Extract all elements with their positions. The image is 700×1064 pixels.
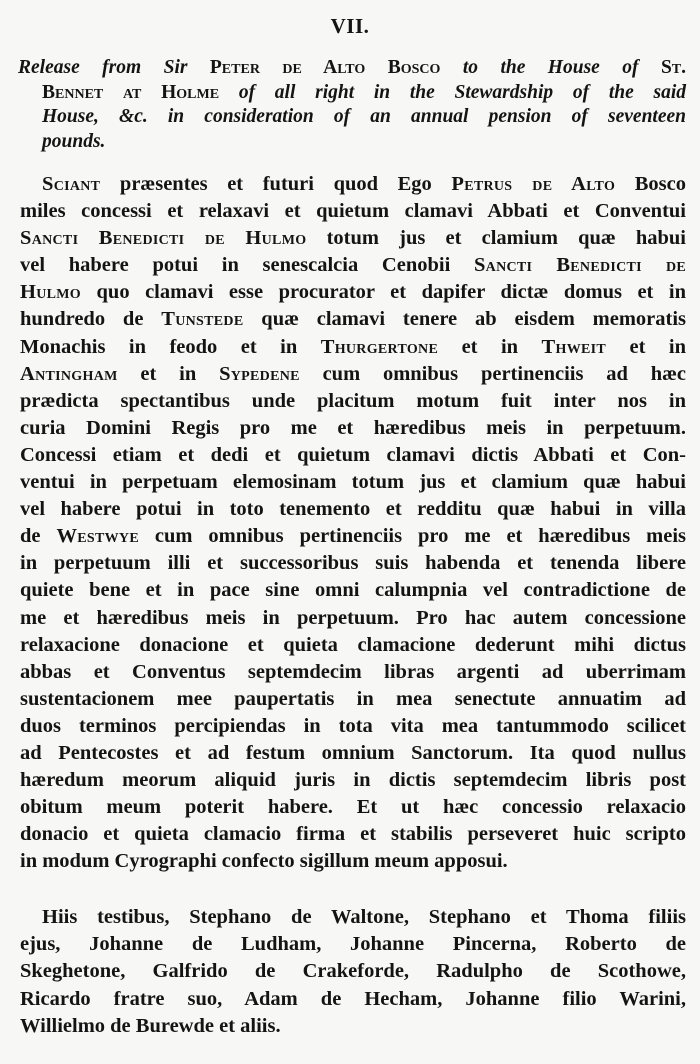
text-run: quo clamavi esse procurator et dapifer dictæ domus et in (81, 281, 686, 304)
text-run: cum omnibus pertinenciis ad hæc (299, 362, 686, 385)
title-line (18, 105, 686, 130)
text-run: cum omnibus pertinenciis pro me et hæredibus meis (138, 525, 687, 548)
body-line (20, 767, 686, 794)
text-run: Monachis in feodo et in (20, 335, 321, 358)
body-line (20, 605, 686, 632)
text-run: obitum meum poterit habere. Et ut hæc concessio relaxacio (20, 796, 686, 819)
proper-name: Hulmo (20, 281, 81, 304)
text-run: Concessi etiam et dedi et quietum clamavi dictis Abbati et Con- (20, 443, 686, 466)
charter-title (18, 56, 686, 154)
witness-line: Skeghetone, Galfrido de Crakeforde, Radulpho de Scothowe, (20, 960, 686, 983)
witness-paragraph (20, 904, 686, 1040)
proper-name: Westwye (56, 525, 139, 548)
text-run: prædicta spectantibus unde placitum motum fuit inter nos in (20, 389, 686, 412)
body-line (20, 361, 686, 388)
body-line (20, 659, 686, 686)
body-line (20, 388, 686, 415)
body-line (20, 442, 686, 469)
body-line (20, 334, 686, 361)
body-line (20, 848, 686, 875)
text-run: pounds. (42, 130, 106, 152)
proper-name: Sancti Benedicti de Hulmo (20, 227, 307, 250)
proper-name: Petrus de Alto (451, 173, 616, 195)
proper-name: Sancti Benedicti de (473, 254, 686, 277)
body-line (20, 198, 686, 225)
body-line (20, 740, 686, 767)
text-run: in perpetuum illi et successoribus suis habenda et tenenda libere (20, 552, 686, 575)
text-run: de (20, 525, 57, 548)
text-run: totum jus et clamium quæ habui (306, 227, 686, 250)
proper-name: Sypedene (219, 362, 300, 385)
proper-name: Peter de Alto Bosco (209, 57, 441, 78)
witness-line: Ricardo fratre suo, Adam de Hecham, Johanne filio Warini, (20, 987, 686, 1010)
proper-name: Sciant (42, 173, 101, 195)
section-number: VII. (330, 14, 370, 38)
text-run: relaxacione donacione et quieta clamacione dederunt mihi dictus (20, 633, 686, 656)
body-line (20, 821, 686, 848)
text-run: to the House of (440, 57, 661, 78)
text-run: ad Pentecostes et ad festum omnium Sanctorum. Ita quod nullus (20, 741, 686, 764)
proper-name: Bennet at Holme (42, 81, 220, 103)
text-run: abbas et Conventus septemdecim libras argenti ad uberrimam (20, 660, 686, 683)
text-run: Bosco (615, 173, 686, 195)
body-line (20, 415, 686, 442)
text-run: vel habere potui in toto tenemento et redditu quæ habui in villa (20, 498, 686, 521)
proper-name: Thweit (541, 335, 607, 358)
text-run: miles concessi et relaxavi et quietum clamavi Abbati et Conventui (20, 200, 686, 223)
text-run: hundredo de (20, 308, 162, 331)
body-line (20, 171, 686, 198)
proper-name: Tunstede (161, 308, 244, 331)
witness-line: ejus, Johanne de Ludham, Johanne Pincerna, Roberto de (20, 933, 686, 956)
text-run: me et hæredibus meis in perpetuum. Pro hac autem concessione (20, 606, 686, 629)
text-run: præsentes et futuri quod Ego (100, 173, 452, 195)
text-run: quiete bene et in pace sine omni calumpnia vel contradictione de (20, 579, 686, 602)
text-run: in modum Cyrographi confecto sigillum meum apposui. (20, 850, 508, 873)
body-line (20, 713, 686, 740)
proper-name: Antingham (20, 362, 118, 385)
title-line (18, 56, 686, 81)
text-run: et in (606, 335, 686, 358)
body-line (20, 523, 686, 550)
title-line (18, 81, 686, 106)
body-line (20, 279, 686, 306)
proper-name: St. (660, 57, 686, 78)
body-line (20, 632, 686, 659)
text-run: House, &c. in consideration of an annual pension of seventeen (42, 106, 686, 127)
title-line (18, 130, 686, 155)
body-line (20, 469, 686, 496)
text-run: quæ clamavi tenere ab eisdem memoratis (243, 308, 686, 331)
text-run: vel habere potui in senescalcia Cenobii (20, 254, 474, 277)
text-run: of all right in the Stewardship of the said (219, 81, 686, 103)
text-run: et in (117, 362, 220, 385)
text-run: hæredum meorum aliquid juris in dictis septemdecim libris post (20, 769, 686, 792)
body-line (20, 306, 686, 333)
witness-line: Hiis testibus, Stephano de Waltone, Stephano et Thoma filiis (42, 906, 686, 928)
body-line (20, 686, 686, 713)
witness-line: Willielmo de Burewde et aliis. (20, 1014, 281, 1037)
text-run: et in (438, 335, 542, 358)
text-run: donacio et quieta clamacio firma et stabilis perseveret huic scripto (20, 823, 686, 846)
text-run: curia Domini Regis pro me et hæredibus meis in perpetuum. (20, 416, 686, 439)
text-run: ventui in perpetuam elemosinam totum jus et clamium quæ habui (20, 471, 686, 494)
body-line (20, 577, 686, 604)
charter-body-paragraph (20, 171, 686, 875)
body-line (20, 252, 686, 279)
proper-name: Thurgertone (320, 335, 439, 358)
body-line (20, 550, 686, 577)
body-line (20, 496, 686, 523)
text-run: sustentacionem mee paupertatis in mea senectute annuatim ad (20, 687, 686, 710)
text-run: duos terminos percipiendas in tota vita mea tantummodo scilicet (20, 714, 686, 737)
body-line (20, 225, 686, 252)
text-run: Release from Sir (18, 57, 210, 78)
body-line (20, 794, 686, 821)
